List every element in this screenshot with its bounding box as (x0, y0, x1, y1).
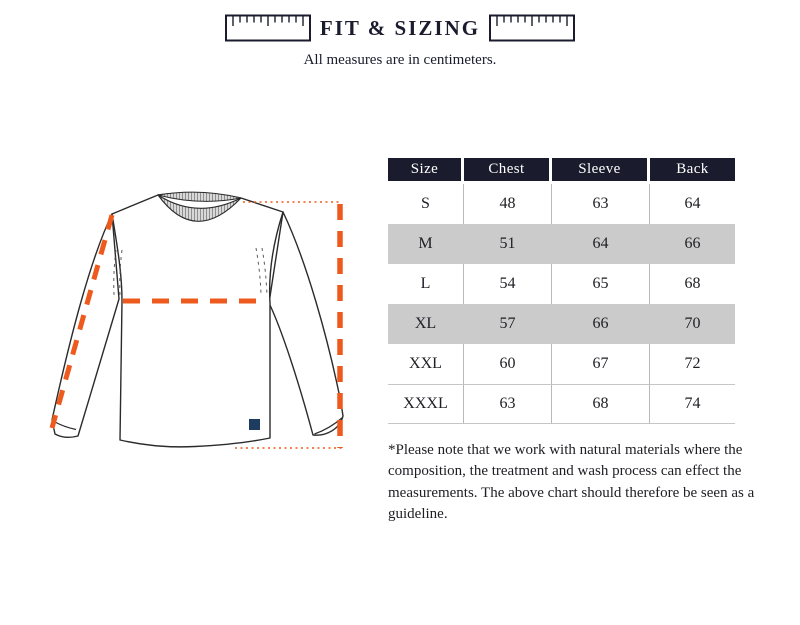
table-row (388, 304, 735, 344)
table-row (388, 264, 735, 304)
table-cell: XL (388, 304, 464, 344)
shirt-right-sleeve (269, 212, 343, 435)
table-cell: 65 (552, 264, 650, 304)
table-cell: L (388, 264, 464, 304)
table-cell: 60 (464, 344, 552, 384)
table-cell: 57 (464, 304, 552, 344)
page-title: FIT & SIZING (319, 15, 481, 40)
table-cell: XXL (388, 344, 464, 384)
table-cell: S (388, 184, 464, 224)
table-cell: 67 (552, 344, 650, 384)
disclaimer-note: *Please note that we work with natural materials where the composition, the treatment and wash process can effect the measurements. The above chart should therefore be seen as a guideline. (388, 442, 755, 522)
table-cell: 72 (684, 355, 701, 372)
table-cell: XXXL (388, 384, 464, 424)
fit-sizing-header (0, 14, 800, 69)
size-table-header (388, 158, 735, 184)
table-cell: 48 (464, 184, 552, 224)
table-cell: 51 (464, 224, 552, 264)
table-cell: 63 (552, 184, 650, 224)
size-table (388, 158, 735, 424)
shirt-body (112, 193, 283, 447)
table-cell: 68 (552, 384, 650, 424)
column-header-sleeve: Sleeve (552, 158, 650, 184)
page-subtitle: All measures are in centimeters. (303, 52, 497, 68)
ruler-icon (225, 14, 311, 42)
table-cell: 63 (464, 384, 552, 424)
table-row (388, 224, 735, 264)
table-row (388, 344, 735, 384)
table-cell: 54 (464, 264, 552, 304)
table-cell: 66 (552, 304, 650, 344)
table-row (388, 184, 735, 224)
shirt-left-sleeve (52, 214, 119, 437)
table-cell: 70 (650, 304, 735, 344)
garment-measurement-diagram (10, 98, 375, 460)
table-cell: 74 (650, 384, 735, 424)
brand-label-patch (249, 419, 260, 430)
table-cell: 68 (684, 275, 701, 292)
table-cell: 64 (552, 224, 650, 264)
column-header-chest: Chest (464, 158, 552, 184)
size-table-body (388, 184, 735, 424)
ruler-icon (489, 14, 575, 42)
table-row (388, 384, 735, 424)
table-cell: M (388, 224, 464, 264)
table-cell: 66 (650, 224, 735, 264)
title-row (0, 14, 800, 42)
column-header-size: Size (388, 158, 464, 184)
table-cell: 64 (684, 195, 701, 212)
column-header-back: Back (650, 158, 735, 184)
